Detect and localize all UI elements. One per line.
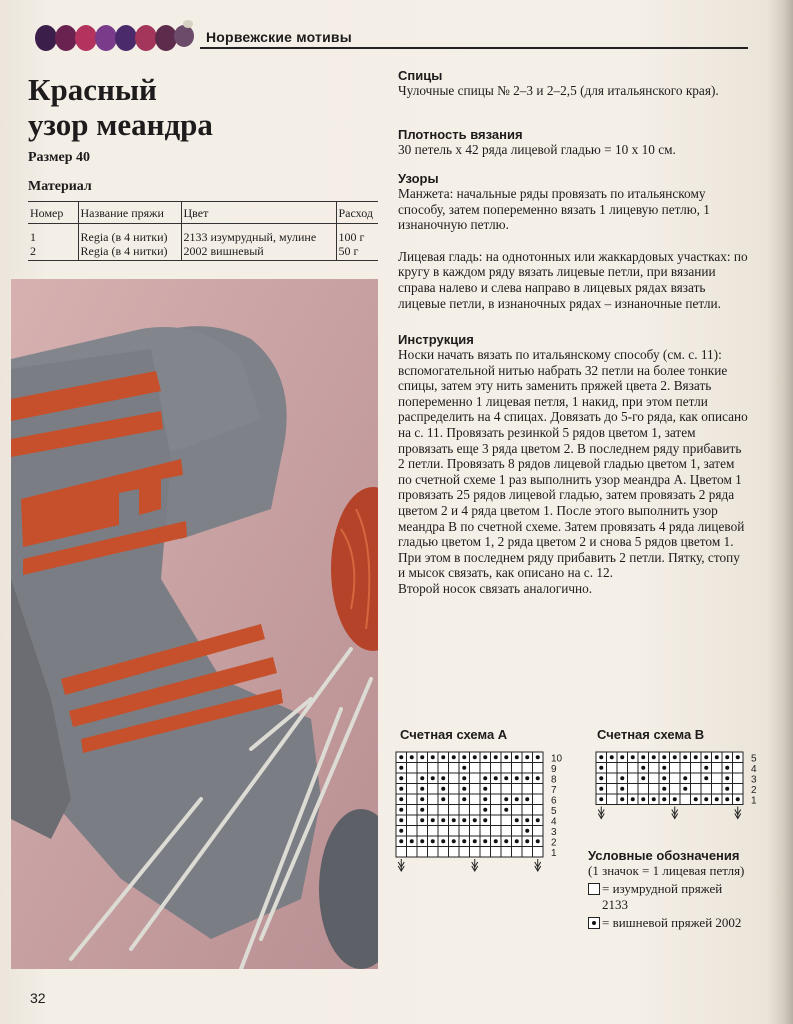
chart-a-stitch-dot xyxy=(525,755,529,759)
chart-b-stitch-dot xyxy=(673,797,677,801)
chart-a-stitch-dot xyxy=(399,755,403,759)
chart-a-cell xyxy=(470,826,481,837)
chart-a-cell xyxy=(428,847,439,858)
chart-b-grid xyxy=(590,748,770,836)
chart-b-stitch-dot xyxy=(704,797,708,801)
chart-a-stitch-dot xyxy=(536,839,540,843)
chart-a-cell xyxy=(522,763,533,774)
table-cell: 50 г xyxy=(336,244,378,261)
chart-a-stitch-dot xyxy=(420,797,424,801)
chart-a-stitch-dot xyxy=(441,818,445,822)
chart-a-cell xyxy=(522,805,533,816)
chart-b-stitch-dot xyxy=(599,766,603,770)
chart-a-stitch-dot xyxy=(399,808,403,812)
chart-a-cell xyxy=(438,805,449,816)
chart-b-stitch-dot xyxy=(725,787,729,791)
legend-item xyxy=(588,915,748,931)
chart-b-stitch-dot xyxy=(631,755,635,759)
chart-a-stitch-dot xyxy=(399,787,403,791)
chart-b-stitch-dot xyxy=(620,797,624,801)
chart-b-stitch-dot xyxy=(662,797,666,801)
chart-a-cell xyxy=(428,784,439,795)
chart-a-stitch-dot xyxy=(399,776,403,780)
chart-b-stitch-dot xyxy=(620,776,624,780)
chart-a-stitch-dot xyxy=(494,755,498,759)
chart-b-cell xyxy=(733,763,744,774)
chart-a-stitch-dot xyxy=(420,808,424,812)
chart-b-cell xyxy=(680,794,691,805)
gauge-section xyxy=(398,127,748,158)
chart-a-cell xyxy=(522,784,533,795)
chart-a-cell xyxy=(501,847,512,858)
arrow-down-icon xyxy=(672,807,678,819)
chart-a-cell xyxy=(501,826,512,837)
chart-a-stitch-dot xyxy=(515,755,519,759)
chart-a-row-label: 2 xyxy=(551,837,557,849)
chart-a-stitch-dot xyxy=(515,797,519,801)
chart-b-stitch-dot xyxy=(725,766,729,770)
chart-a-title: Счетная схема А xyxy=(400,727,508,742)
chart-a-stitch-dot xyxy=(420,776,424,780)
chart-a-cell xyxy=(491,805,502,816)
dotted-square-icon xyxy=(588,917,600,929)
chart-a-cell xyxy=(428,763,439,774)
chart-a-stitch-dot xyxy=(504,797,508,801)
chart-a-stitch-dot xyxy=(515,776,519,780)
chart-b-stitch-dot xyxy=(610,755,614,759)
chart-a-stitch-dot xyxy=(399,829,403,833)
chart-a-row-label: 5 xyxy=(551,806,557,817)
chart-a-cell xyxy=(533,763,544,774)
chart-b-stitch-dot xyxy=(715,755,719,759)
chart-b-stitch-dot xyxy=(641,797,645,801)
chart-b-row-label: 2 xyxy=(751,785,757,796)
chart-a-stitch-dot xyxy=(431,818,435,822)
arrow-down-icon xyxy=(398,859,404,871)
chart-a-cell xyxy=(417,826,428,837)
chart-b-stitch-dot xyxy=(725,755,729,759)
arrow-down-icon xyxy=(472,859,478,871)
chart-b-stitch-dot xyxy=(641,776,645,780)
section-heading: Спицы xyxy=(398,68,443,83)
chart-a-stitch-dot xyxy=(525,839,529,843)
arrow-down-icon xyxy=(735,807,741,819)
chart-b-stitch-dot xyxy=(736,755,740,759)
chart-a-cell xyxy=(449,784,460,795)
chart-a-stitch-dot xyxy=(441,755,445,759)
instructions-section xyxy=(398,332,748,597)
chart-a-cell xyxy=(407,805,418,816)
chart-b-cell xyxy=(691,763,702,774)
chart-a-cell xyxy=(480,847,491,858)
chart-b-stitch-dot xyxy=(620,755,624,759)
chart-a-cell xyxy=(512,805,523,816)
table-cell: 2 xyxy=(28,244,78,261)
chart-a-stitch-dot xyxy=(462,787,466,791)
chart-a-stitch-dot xyxy=(483,808,487,812)
chart-b-cell xyxy=(607,784,618,795)
chart-b-cell xyxy=(628,784,639,795)
chart-a-cell xyxy=(522,847,533,858)
chart-a-cell xyxy=(449,794,460,805)
chart-a-stitch-dot xyxy=(410,755,414,759)
chart-a-cell xyxy=(449,826,460,837)
chart-b-stitch-dot xyxy=(694,755,698,759)
legend-item-text: = вишневой пряжей 2002 xyxy=(602,915,742,930)
chart-a-stitch-dot xyxy=(399,766,403,770)
chart-a-stitch-dot xyxy=(441,839,445,843)
table-row xyxy=(28,244,378,261)
chart-a-cell xyxy=(480,826,491,837)
chart-a-row-label: 6 xyxy=(551,795,557,807)
chart-a-cell xyxy=(470,784,481,795)
materials-table xyxy=(28,201,378,261)
chart-a-stitch-dot xyxy=(452,755,456,759)
chart-a-stitch-dot xyxy=(399,797,403,801)
chart-a-cell xyxy=(501,784,512,795)
chart-a-stitch-dot xyxy=(483,787,487,791)
chart-a-cell xyxy=(533,805,544,816)
table-cell: 2002 вишневый xyxy=(181,244,336,261)
legend-item xyxy=(588,881,748,913)
chart-a-stitch-dot xyxy=(441,787,445,791)
chart-a-stitch-dot xyxy=(494,839,498,843)
section-text: Чулочные спицы № 2–3 и 2–2,5 (для итальянского края). xyxy=(398,83,719,98)
chart-a-cell xyxy=(491,826,502,837)
chart-b-stitch-dot xyxy=(683,776,687,780)
title-line-2: узор меандра xyxy=(28,107,213,142)
chart-b-stitch-dot xyxy=(652,755,656,759)
chart-a-cell xyxy=(470,763,481,774)
chart-a-cell xyxy=(459,805,470,816)
chart-b-cell xyxy=(617,763,628,774)
legend-heading: Условные обозначения xyxy=(588,848,740,863)
chart-a-stitch-dot xyxy=(525,818,529,822)
chart-b-cell xyxy=(712,773,723,784)
chart-b-cell xyxy=(607,763,618,774)
chart-b-cell xyxy=(733,773,744,784)
chart-a-cell xyxy=(449,763,460,774)
chart-b-cell xyxy=(670,763,681,774)
chart-a-stitch-dot xyxy=(525,776,529,780)
socks-photo xyxy=(11,279,378,969)
chart-a-stitch-dot xyxy=(473,818,477,822)
chart-a-cell xyxy=(459,826,470,837)
section-text: Лицевая гладь: на однотонных или жаккардовых участках: по кругу в каждом ряду вязать лицевые петли, при вязании справа налево и слева направо в лицевых рядах вязать лицевые петли, в изнаночных рядах – изнаночные петли. xyxy=(398,248,748,311)
chart-a-stitch-dot xyxy=(504,776,508,780)
table-cell: 1 xyxy=(30,230,36,244)
chart-b-cell xyxy=(680,763,691,774)
chart-a-cell xyxy=(491,784,502,795)
chart-b-stitch-dot xyxy=(704,755,708,759)
chart-a-stitch-dot xyxy=(515,839,519,843)
chart-b-cell xyxy=(638,784,649,795)
chart-a-cell xyxy=(470,847,481,858)
chart-a-stitch-dot xyxy=(462,839,466,843)
chart-a-stitch-dot xyxy=(473,755,477,759)
chart-a-stitch-dot xyxy=(399,818,403,822)
chart-a-row-label: 3 xyxy=(551,827,557,838)
chart-a-row-label: 7 xyxy=(551,785,557,796)
chart-a-cell xyxy=(449,847,460,858)
chart-b-stitch-dot xyxy=(599,755,603,759)
chart-a-stitch-dot xyxy=(462,766,466,770)
chart-a-cell xyxy=(449,773,460,784)
legend-note: (1 значок = 1 лицевая петля) xyxy=(588,863,745,878)
chart-b-stitch-dot xyxy=(641,755,645,759)
table-header-row xyxy=(28,202,378,224)
chart-b-cell xyxy=(607,794,618,805)
chart-a-stitch-dot xyxy=(420,818,424,822)
chart-a-cell xyxy=(533,784,544,795)
chart-b-stitch-dot xyxy=(694,797,698,801)
chart-a-cell xyxy=(438,847,449,858)
chart-b-stitch-dot xyxy=(704,766,708,770)
legend-item-text: = изумрудной пряжей 2133 xyxy=(602,881,723,912)
chart-a-stitch-dot xyxy=(525,829,529,833)
chart-a-stitch-dot xyxy=(525,797,529,801)
chart-b-cell xyxy=(691,773,702,784)
column-header: Цвет xyxy=(181,202,336,224)
chart-b-stitch-dot xyxy=(683,787,687,791)
chart-b-cell xyxy=(607,773,618,784)
chart-a-stitch-dot xyxy=(494,776,498,780)
column-header: Расход xyxy=(336,202,378,224)
section-text: Манжета: начальные ряды провязать по итальянскому способу, затем попеременно вязать 1 лицевую петлю, 1 изнаночную петлю. xyxy=(398,186,710,233)
chart-a-stitch-dot xyxy=(473,839,477,843)
chart-a-stitch-dot xyxy=(483,818,487,822)
chart-a-cell xyxy=(438,826,449,837)
chart-a-cell xyxy=(417,847,428,858)
title-line-1: Красный xyxy=(28,72,157,107)
chart-a-stitch-dot xyxy=(536,755,540,759)
chart-a-cell xyxy=(470,773,481,784)
chart-a-cell xyxy=(491,815,502,826)
arrow-down-icon xyxy=(598,807,604,819)
chart-a-stitch-dot xyxy=(410,839,414,843)
section-heading: Инструкция xyxy=(398,332,474,347)
chart-a-row-label: 1 xyxy=(551,848,557,859)
chart-a-stitch-dot xyxy=(420,787,424,791)
chart-a-row-label: 8 xyxy=(551,774,557,786)
chart-b-stitch-dot xyxy=(641,766,645,770)
chart-b-cell xyxy=(691,784,702,795)
table-row xyxy=(28,224,378,245)
chart-a-cell xyxy=(512,826,523,837)
header-rule xyxy=(200,47,748,49)
chart-b-stitch-dot xyxy=(620,787,624,791)
chart-b-row-label: 1 xyxy=(751,795,757,807)
section-heading: Узоры xyxy=(398,171,439,186)
chart-a-stitch-dot xyxy=(431,776,435,780)
chart-b-title: Счетная схема В xyxy=(597,727,705,742)
chart-a-cell xyxy=(480,763,491,774)
chart-a-stitch-dot xyxy=(536,776,540,780)
chart-a-stitch-dot xyxy=(462,797,466,801)
chart-a-stitch-dot xyxy=(504,755,508,759)
chart-b-stitch-dot xyxy=(725,797,729,801)
chart-b-stitch-dot xyxy=(704,776,708,780)
chart-a-stitch-dot xyxy=(515,818,519,822)
chart-b-stitch-dot xyxy=(683,755,687,759)
table-cell: Regia (в 4 нитки) xyxy=(78,224,181,245)
chart-a-cell xyxy=(470,794,481,805)
chart-b-stitch-dot xyxy=(736,797,740,801)
chart-a-cell xyxy=(512,784,523,795)
column-header: Номер xyxy=(28,202,78,224)
chart-a-row-label: 9 xyxy=(551,764,557,775)
chart-b-cell xyxy=(649,763,660,774)
chart-b-cell xyxy=(701,784,712,795)
chart-a-stitch-dot xyxy=(483,755,487,759)
section-text: 30 петель х 42 ряда лицевой гладью = 10 х 10 см. xyxy=(398,142,676,157)
chart-a-cell xyxy=(407,773,418,784)
chart-a-cell xyxy=(533,794,544,805)
chart-b-stitch-dot xyxy=(673,755,677,759)
legend xyxy=(588,848,748,931)
page-title xyxy=(28,72,358,142)
chart-b-row-label: 4 xyxy=(751,764,757,775)
chart-a-cell xyxy=(491,847,502,858)
chart-b-cell xyxy=(712,763,723,774)
chart-a-stitch-dot xyxy=(452,818,456,822)
chart-a-stitch-dot xyxy=(441,797,445,801)
table-cell: 100 г xyxy=(336,224,378,245)
chart-a-stitch-dot xyxy=(420,755,424,759)
chart-b-stitch-dot xyxy=(662,776,666,780)
size-label: Размер 40 xyxy=(28,150,91,165)
page-gutter-shadow xyxy=(767,0,793,1024)
section-heading: Плотность вязания xyxy=(398,127,523,142)
chart-a-cell xyxy=(407,826,418,837)
patterns-section xyxy=(398,171,748,311)
chart-a-cell xyxy=(470,805,481,816)
chart-a-cell xyxy=(428,805,439,816)
chart-b-stitch-dot xyxy=(599,797,603,801)
chart-b-stitch-dot xyxy=(631,797,635,801)
chart-a-stitch-dot xyxy=(452,839,456,843)
chart-b-cell xyxy=(670,773,681,784)
chart-b-stitch-dot xyxy=(662,787,666,791)
chart-b-cell xyxy=(712,784,723,795)
chart-b-cell xyxy=(628,773,639,784)
chart-b-row-label: 5 xyxy=(751,753,757,765)
chart-a-cell xyxy=(407,847,418,858)
chart-a-stitch-dot xyxy=(462,755,466,759)
yarn-balls-decoration xyxy=(32,14,198,52)
chart-a-cell xyxy=(459,847,470,858)
chart-b-stitch-dot xyxy=(715,797,719,801)
section-text: Носки начать вязать по итальянскому способу (см. с. 11): вспомогательной нитью набрать 32 петли на более тонкие спицы, затем эту нить заменить пряжей цвета 2. Вязать попеременно 1 лицевая петля, 1 накид, при этом петли распределить на 4 спицах. Довязать до 5-го ряда, как описано на с. 11. Провязать резинкой 5 рядов цветом 1, затем провязать еще 3 ряда цветом 2. В последнем ряду прибавить 2 петли. Провязать 8 рядов лицевой гладью цветом 1, затем по счетной схеме 1 раз выполнить узор меандра А. Цветом 1 провязать 25 рядов лицевой гладью, затем провязать 2 ряда цветом 2 и 4 ряда цветом 1. После этого выполнить узор меандра В по счетной схеме. Затем провязать 4 ряда лицевой гладью цветом 1, 2 ряда цветом 2 и снова 5 рядов цветом 1. При этом в последнем ряду прибавить 2 петли. Пятку, стопу и мысок связать, как описано на с. 12. xyxy=(398,347,748,581)
chart-a-stitch-dot xyxy=(504,808,508,812)
chart-a-row-label: 10 xyxy=(551,753,563,765)
chart-a-cell xyxy=(428,794,439,805)
chart-b-cell xyxy=(628,763,639,774)
chart-a-cell xyxy=(407,815,418,826)
chart-a-cell xyxy=(501,763,512,774)
chart-a-cell xyxy=(428,826,439,837)
chart-a-stitch-dot xyxy=(483,839,487,843)
chart-a-cell xyxy=(512,763,523,774)
chart-a-row-label: 4 xyxy=(551,816,557,828)
chart-a-cell xyxy=(407,763,418,774)
section-text: Второй носок связать аналогично. xyxy=(398,580,593,596)
chart-b-stitch-dot xyxy=(599,776,603,780)
chart-b-row-label: 3 xyxy=(751,774,757,786)
chart-a-cell xyxy=(407,784,418,795)
chart-b-stitch-dot xyxy=(599,787,603,791)
chart-a-stitch-dot xyxy=(399,839,403,843)
chart-a-cell xyxy=(438,763,449,774)
chart-a-stitch-dot xyxy=(420,839,424,843)
chart-a-cell xyxy=(417,763,428,774)
materials-heading: Материал xyxy=(28,179,92,194)
chart-b-cell xyxy=(649,773,660,784)
chart-a-cell xyxy=(512,847,523,858)
chart-a-grid xyxy=(390,748,576,894)
chart-a-stitch-dot xyxy=(462,818,466,822)
chart-a-stitch-dot xyxy=(431,839,435,843)
chart-b-stitch-dot xyxy=(662,755,666,759)
section-title: Норвежские мотивы xyxy=(206,29,352,45)
chart-b-cell xyxy=(670,784,681,795)
chart-a-stitch-dot xyxy=(431,755,435,759)
chart-a-stitch-dot xyxy=(536,818,540,822)
table-cell: 2133 изумрудный, мулине xyxy=(181,224,336,245)
chart-a-cell xyxy=(396,847,407,858)
needles-section xyxy=(398,68,748,99)
chart-a-cell xyxy=(407,794,418,805)
chart-a-cell xyxy=(501,815,512,826)
chart-a-stitch-dot xyxy=(483,797,487,801)
arrow-down-icon xyxy=(535,859,541,871)
chart-a-stitch-dot xyxy=(441,776,445,780)
chart-b-cell xyxy=(649,784,660,795)
column-header: Название пряжи xyxy=(78,202,181,224)
chart-b-stitch-dot xyxy=(662,766,666,770)
empty-square-icon xyxy=(588,883,600,895)
chart-a-stitch-dot xyxy=(504,839,508,843)
chart-a-cell xyxy=(491,763,502,774)
chart-a-cell xyxy=(533,847,544,858)
table-cell: Regia (в 4 нитки) xyxy=(78,244,181,261)
chart-b-stitch-dot xyxy=(725,776,729,780)
chart-b-cell xyxy=(733,784,744,795)
chart-b-stitch-dot xyxy=(652,797,656,801)
chart-a-cell xyxy=(491,794,502,805)
chart-a-cell xyxy=(449,805,460,816)
page-number: 32 xyxy=(30,990,46,1006)
chart-a-cell xyxy=(533,826,544,837)
chart-a-stitch-dot xyxy=(462,776,466,780)
chart-a-stitch-dot xyxy=(483,776,487,780)
